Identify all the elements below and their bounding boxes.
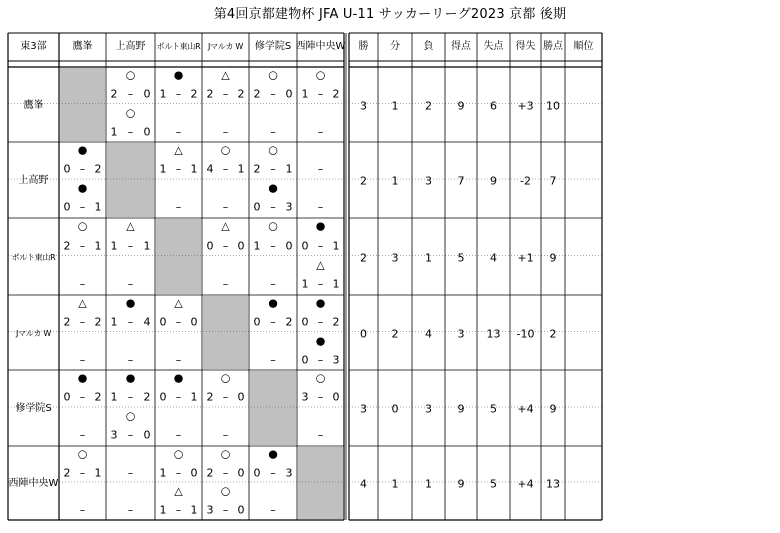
column-header-team: Jマルカ W [207,42,244,51]
score-separator: – [79,466,86,480]
score-away: 0 [143,125,151,138]
stat-value: -2 [520,174,531,188]
result-mark: ● [268,181,278,195]
score-away: 2 [237,87,245,101]
stat-value: 3 [425,402,432,416]
diagonal-cell [156,219,201,294]
score-separator: – [222,503,229,517]
row-header-team: 西陣中央W [8,478,59,489]
score-separator: – [175,390,182,404]
stat-value: -10 [516,327,535,340]
score-separator: – [270,315,276,329]
stat-value: 6 [490,99,497,112]
result-mark: ○ [125,409,136,423]
column-header-team: 修学院S [254,41,292,52]
diagonal-cell [250,371,296,445]
score-separator: – [317,390,324,404]
score-home: 1 [159,503,167,517]
stat-value: 2 [391,327,399,340]
score-separator: – [317,315,324,329]
score-separator: – [127,125,134,138]
score-placeholder: – [270,503,276,517]
score-placeholder: – [79,353,86,366]
stat-value: 3 [360,99,367,112]
score-placeholder: – [175,125,182,138]
stat-value: 1 [425,251,432,264]
score-away: 0 [237,390,245,404]
score-placeholder: – [127,353,134,366]
score-placeholder: – [222,277,229,291]
score-separator: – [317,353,324,366]
score-away: 1 [94,200,102,214]
stat-value: 2 [360,251,367,264]
score-home: 1 [110,239,118,253]
stat-value: 7 [549,174,557,188]
score-separator: – [317,87,324,101]
score-home: 2 [253,87,261,101]
stat-value: 2 [425,99,432,112]
score-home: 0 [301,239,309,253]
corner-label: 東3部 [20,41,47,52]
score-placeholder: – [317,125,324,138]
score-away: 2 [190,87,198,101]
result-mark: ○ [220,447,231,461]
score-away: 2 [94,390,102,404]
stat-value: 10 [546,99,560,112]
score-away: 2 [332,87,340,101]
score-home: 1 [159,162,167,176]
score-separator: – [222,162,229,176]
score-away: 0 [332,390,340,404]
score-home: 0 [159,390,167,404]
result-mark: ● [268,296,278,310]
column-header-stat: 得点 [451,41,471,52]
score-away: 3 [285,466,293,480]
score-away: 1 [94,466,102,480]
score-away: 2 [143,390,151,404]
score-home: 3 [110,428,118,442]
score-away: 2 [94,315,102,329]
score-away: 0 [285,239,293,253]
score-home: 2 [253,162,261,176]
score-home: 1 [159,466,167,480]
stat-value: 13 [486,327,501,340]
stat-value: +1 [517,251,534,264]
row-header-team: Jマルカ W [15,328,52,338]
score-placeholder: – [175,200,182,214]
score-placeholder: – [79,503,86,517]
score-home: 4 [206,162,214,176]
result-mark: ○ [315,68,326,82]
score-away: 0 [237,503,245,517]
stat-value: 7 [457,174,465,188]
stat-value: 9 [490,174,497,188]
score-separator: – [127,87,134,101]
result-mark: ● [315,334,326,348]
stat-value: 9 [549,402,557,416]
stat-value: 3 [425,174,432,188]
diagonal-cell [107,143,154,217]
result-mark: ● [77,181,88,195]
stat-value: 1 [391,174,399,188]
score-placeholder: – [317,428,324,442]
score-separator: – [127,315,134,329]
score-home: 0 [63,162,71,176]
score-separator: – [270,162,276,176]
score-separator: – [270,200,276,214]
score-separator: – [127,390,134,404]
score-away: 4 [143,315,151,329]
score-separator: – [270,239,276,253]
result-mark: △ [221,68,230,82]
score-separator: – [175,503,182,517]
score-home: 1 [253,239,261,253]
row-header-team: ポルト東山R [11,252,56,262]
column-header-team: 上高野 [115,41,146,52]
score-home: 0 [253,200,261,214]
score-placeholder: – [317,200,324,214]
result-mark: ○ [268,68,278,82]
score-away: 2 [285,315,293,329]
score-home: 2 [63,466,71,480]
score-home: 2 [206,466,214,480]
score-separator: – [175,162,182,176]
score-away: 1 [285,162,293,176]
result-mark: △ [174,143,183,157]
score-home: 2 [206,87,214,101]
row-header-team: 鷹峯 [23,99,44,111]
stat-value: +4 [517,402,534,416]
score-home: 3 [301,390,309,404]
score-separator: – [127,428,134,442]
result-mark: ● [125,296,136,310]
score-home: 1 [110,125,118,138]
score-home: 0 [301,315,309,329]
result-mark: △ [126,219,135,233]
score-separator: – [175,315,182,329]
score-separator: – [79,162,86,176]
score-home: 2 [63,239,71,253]
score-away: 0 [190,315,198,329]
score-separator: – [79,390,86,404]
score-separator: – [222,466,229,480]
column-header-stat: 得失 [515,41,536,52]
result-mark: △ [174,296,183,310]
result-mark: ○ [220,371,231,385]
result-mark: ● [268,447,278,461]
score-away: 0 [285,87,293,101]
result-mark: ○ [315,371,326,385]
stat-value: 0 [360,327,367,340]
column-header-stat: 失点 [483,41,504,52]
score-away: 3 [285,200,293,214]
score-away: 0 [237,466,245,480]
score-separator: – [317,277,324,291]
score-separator: – [270,466,276,480]
result-mark: ○ [220,143,231,157]
score-home: 0 [253,466,261,480]
score-separator: – [270,87,276,101]
score-separator: – [79,315,86,329]
stat-value: 1 [391,99,399,112]
column-header-stat: 順位 [573,41,594,52]
score-home: 2 [206,390,214,404]
stat-value: 3 [360,402,367,416]
stat-value: 1 [391,477,399,491]
stat-value: 9 [457,402,465,416]
score-away: 1 [190,162,198,176]
score-placeholder: – [270,277,276,291]
score-home: 3 [206,503,214,517]
score-placeholder: – [79,277,86,291]
stat-value: +3 [517,99,534,112]
stat-value: 4 [490,251,497,264]
result-mark: ● [315,219,326,233]
column-header-team: 鷹峯 [72,41,93,52]
score-home: 1 [110,315,118,329]
row-header-team: 修学院S [15,403,52,414]
score-home: 0 [63,390,71,404]
stat-value: 5 [490,477,497,491]
score-placeholder: – [270,125,276,138]
stat-value: 1 [425,477,432,491]
score-away: 0 [190,466,198,480]
result-mark: △ [78,296,87,310]
page-title: 第4回京都建物杯 JFA U-11 サッカーリーグ2023 京都 後期 [213,7,567,22]
score-separator: – [222,239,229,253]
score-home: 0 [159,315,167,329]
stat-value: 4 [425,327,432,340]
column-header-stat: 勝 [358,41,369,52]
column-header-stat: 分 [390,41,400,52]
stat-value: 5 [457,251,465,264]
stat-value: 9 [549,251,557,264]
row-header-team: 上高野 [18,175,49,186]
score-separator: – [175,466,182,480]
score-placeholder: – [222,125,229,138]
score-separator: – [79,239,86,253]
diagonal-cell [60,68,105,141]
column-header-stat: 勝点 [543,41,563,52]
result-mark: ● [77,143,88,157]
stat-value: 4 [360,477,367,491]
score-home: 1 [301,87,309,101]
result-mark: ○ [125,68,136,82]
score-placeholder: – [222,428,229,442]
stat-value: 9 [457,99,465,112]
score-away: 1 [332,277,340,291]
result-mark: ● [173,371,184,385]
score-placeholder: – [175,428,182,442]
stat-value: 13 [546,477,560,491]
score-home: 0 [63,200,71,214]
stat-value: 3 [457,327,465,340]
stat-value: 2 [549,327,557,340]
score-home: 1 [159,87,167,101]
stat-value: +4 [517,477,534,491]
score-home: 1 [301,277,309,291]
score-away: 1 [190,390,198,404]
result-mark: ● [77,371,88,385]
result-mark: ○ [77,447,88,461]
stat-value: 0 [391,402,399,416]
score-away: 1 [94,239,102,253]
result-mark: ○ [220,484,231,498]
score-home: 0 [206,239,214,253]
stat-value: 2 [360,174,367,188]
score-placeholder: – [270,353,276,366]
score-away: 1 [190,503,198,517]
score-home: 1 [110,390,118,404]
score-separator: – [222,87,229,101]
stat-value: 5 [490,402,497,416]
score-away: 0 [237,239,245,253]
result-mark: △ [316,258,325,272]
score-away: 0 [143,428,151,442]
result-mark: △ [174,484,183,498]
score-separator: – [222,390,229,404]
score-away: 3 [332,353,340,366]
score-away: 2 [332,315,340,329]
result-mark: △ [221,219,230,233]
result-mark: ● [125,371,136,385]
diagonal-cell [298,447,343,519]
score-separator: – [79,200,86,214]
score-away: 2 [94,162,102,176]
score-placeholder: – [127,503,134,517]
score-home: 2 [63,315,71,329]
score-home: 2 [110,87,118,101]
column-header-team: ポルト東山R [156,42,201,51]
score-away: 1 [143,239,151,253]
score-home: 0 [301,353,309,366]
score-home: 0 [253,315,261,329]
score-placeholder: – [127,277,134,291]
result-mark: ○ [77,219,88,233]
result-mark: ○ [125,106,136,120]
stat-value: 3 [391,251,399,264]
score-placeholder: – [175,353,182,366]
result-mark: ○ [173,447,184,461]
score-away: 1 [332,239,340,253]
result-mark: ○ [268,143,278,157]
column-header-stat: 負 [423,41,434,52]
score-placeholder: – [222,200,229,214]
score-away: 0 [143,87,151,101]
score-placeholder: – [317,162,324,176]
score-placeholder: – [127,466,134,480]
score-away: 1 [237,162,245,176]
diagonal-cell [203,296,248,369]
score-separator: – [127,239,134,253]
result-mark: ○ [268,219,278,233]
stat-value: 9 [457,477,465,491]
score-separator: – [317,239,324,253]
score-placeholder: – [79,428,86,442]
result-mark: ● [173,68,184,82]
column-header-team: 西陣中央W [295,41,346,52]
result-mark: ● [315,296,326,310]
score-separator: – [175,87,182,101]
